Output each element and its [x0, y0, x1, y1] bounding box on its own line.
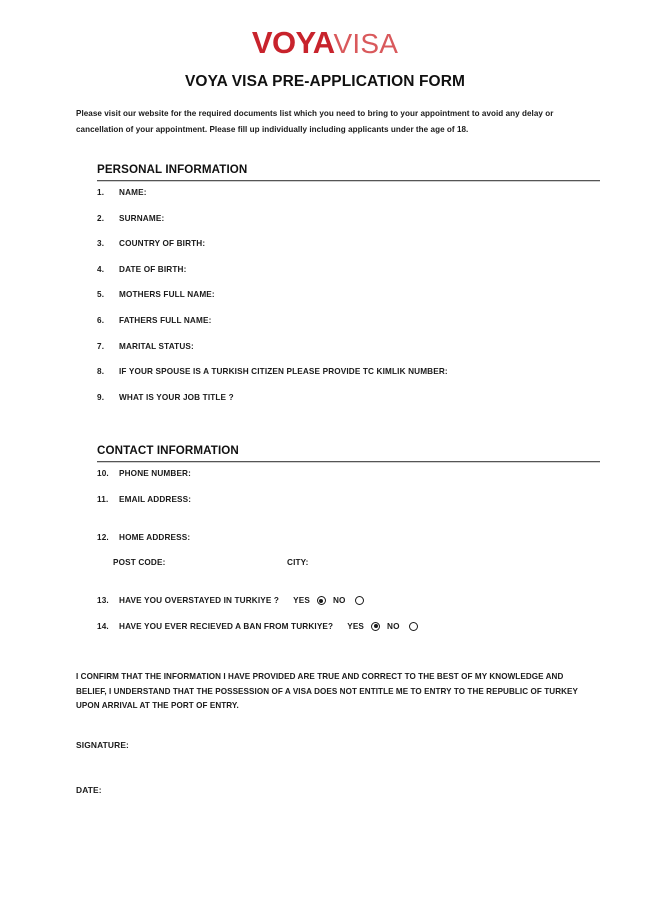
field-row-spouse-tc-kimlik[interactable]	[97, 367, 600, 393]
personal-information-heading: PERSONAL INFORMATION	[97, 163, 248, 176]
contact-information-section	[97, 444, 600, 647]
field-label: HAVE YOU EVER RECIEVED A BAN FROM TURKIYE?	[119, 621, 334, 631]
field-label: COUNTRY OF BIRTH:	[119, 239, 206, 249]
field-row-home-address[interactable]	[97, 533, 600, 559]
field-number: 1.	[97, 188, 105, 197]
field-number: 6.	[97, 315, 105, 325]
field-label: IF YOUR SPOUSE IS A TURKISH CITIZEN PLEASE PROVIDE TC KIMLIK NUMBER:	[119, 367, 448, 377]
field-number: 4.	[97, 264, 105, 274]
field-row-name[interactable]	[97, 188, 600, 214]
field-label: HAVE YOU OVERSTAYED IN TURKIYE ?	[119, 596, 280, 606]
no-label: NO	[387, 621, 400, 631]
field-number: 2.	[97, 213, 105, 223]
overstayed-yes-no-group	[293, 596, 363, 605]
field-label: FATHERS FULL NAME:	[119, 315, 212, 325]
logo-secondary-text: VISA	[333, 28, 399, 59]
field-row-ban-question	[97, 622, 600, 648]
field-label: DATE OF BIRTH:	[119, 264, 187, 274]
city-label[interactable]: CITY:	[287, 558, 309, 568]
field-row-surname[interactable]	[97, 214, 600, 240]
contact-information-field-list	[97, 469, 600, 647]
contact-information-heading: CONTACT INFORMATION	[97, 444, 239, 457]
ban-yes-radio[interactable]	[371, 622, 380, 631]
field-label: SURNAME:	[119, 213, 165, 223]
ban-yes-no-group	[347, 622, 417, 631]
ban-no-radio[interactable]	[409, 622, 418, 631]
field-row-mothers-full-name[interactable]	[97, 290, 600, 316]
date-label[interactable]: DATE:	[76, 785, 102, 795]
field-number: 13.	[97, 596, 109, 606]
personal-information-field-list	[97, 188, 600, 418]
field-number: 12.	[97, 532, 109, 542]
field-row-job-title[interactable]	[97, 393, 600, 419]
field-label: EMAIL ADDRESS:	[119, 494, 192, 504]
address-subfields-row	[97, 558, 600, 584]
field-row-overstayed-question	[97, 596, 600, 622]
field-label: MOTHERS FULL NAME:	[119, 290, 215, 300]
field-label: HOME ADDRESS:	[119, 532, 191, 542]
overstayed-yes-radio[interactable]	[317, 596, 326, 605]
yes-label: YES	[347, 621, 365, 631]
personal-information-section	[97, 163, 600, 418]
section-divider	[97, 180, 600, 181]
field-row-email-address[interactable]	[97, 495, 600, 533]
intro-paragraph: Please visit our website for the required documents list which you need to bring to your appointment to avoid any delay or cancellation of your appointment. Please fill up individually including applicants under the age of 18.	[76, 109, 554, 134]
field-row-date-of-birth[interactable]	[97, 265, 600, 291]
field-number: 5.	[97, 290, 105, 300]
yes-label: YES	[293, 596, 310, 606]
field-label: PHONE NUMBER:	[119, 469, 191, 478]
field-number: 7.	[97, 341, 105, 351]
overstayed-no-radio[interactable]	[355, 596, 364, 605]
field-label: WHAT IS YOUR JOB TITLE ?	[119, 392, 234, 402]
field-row-country-of-birth[interactable]	[97, 239, 600, 265]
field-label: MARITAL STATUS:	[119, 341, 194, 351]
field-number: 11.	[97, 494, 109, 504]
logo-primary-text: VOYA	[251, 25, 335, 60]
field-row-fathers-full-name[interactable]	[97, 316, 600, 342]
field-number: 14.	[97, 621, 109, 631]
no-label: NO	[332, 596, 346, 606]
page-title: VOYA VISA PRE-APPLICATION FORM	[184, 73, 466, 90]
field-number: 8.	[97, 367, 105, 377]
post-code-label[interactable]: POST CODE:	[113, 558, 166, 568]
declaration-paragraph: I CONFIRM THAT THE INFORMATION I HAVE PROVIDED ARE TRUE AND CORRECT TO THE BEST OF MY KNOWLEDGE AND BELIEF, I UNDERSTAND THAT THE POSSESSION OF A VISA DOES NOT ENTITLE ME TO ENTRY TO THE REPUBLIC OF TURKEY UPON ARRIVAL AT THE PORT OF ENTRY.	[76, 672, 578, 711]
field-number: 9.	[97, 392, 105, 402]
field-number: 10.	[97, 469, 109, 478]
field-number: 3.	[97, 239, 105, 249]
signature-label[interactable]: SIGNATURE:	[76, 740, 129, 750]
section-divider	[97, 461, 600, 462]
field-row-marital-status[interactable]	[97, 342, 600, 368]
field-label: NAME:	[119, 188, 147, 197]
field-row-phone-number[interactable]	[97, 469, 600, 495]
voya-visa-logo	[0, 27, 650, 58]
